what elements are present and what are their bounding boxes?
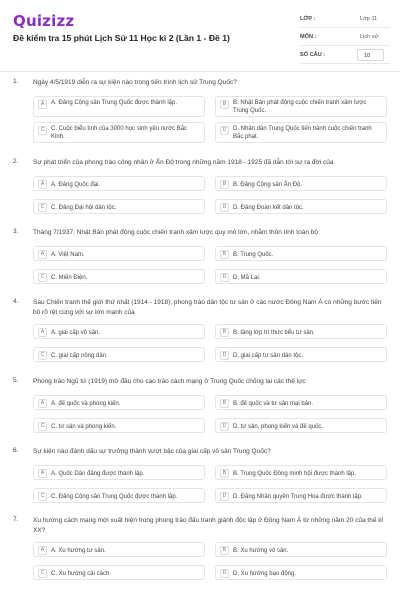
option-c[interactable]: [33, 269, 205, 284]
option-text: C. Miến Điện.: [51, 274, 88, 281]
option-letter-badge: B: [220, 180, 229, 189]
option-d[interactable]: [215, 122, 387, 143]
option-b[interactable]: [215, 395, 387, 410]
option-letter-badge: D: [220, 569, 229, 578]
question-3: [0, 228, 400, 298]
option-text: A. đế quốc và phong kiến.: [51, 400, 121, 407]
option-text: B. đế quốc và tư sản mại bản.: [233, 400, 314, 407]
option-text: C. Cuộc biểu tình của 3000 học sinh yêu nước Bắc Kinh.: [51, 126, 188, 140]
question-number: 2.: [13, 158, 19, 165]
quiz-title: Đề kiểm tra 15 phút Lịch Sử 11 Học kì 2 (Lần 1 - Đề 1): [13, 33, 230, 43]
option-c[interactable]: [33, 122, 205, 143]
question-4: [0, 298, 400, 377]
option-text: A. giai cấp vô sản.: [51, 329, 101, 336]
option-letter-badge: B: [220, 399, 229, 408]
option-a[interactable]: [33, 395, 205, 410]
option-text: B. Xu hướng vô sản.: [233, 547, 289, 554]
option-text: B. Trung Quốc.: [233, 251, 274, 258]
question-text: Phong trào Ngũ tứ (1919) mở đầu cho cao trào cách mạng ở Trung Quốc chống lại các thế lực: [33, 378, 306, 385]
question-text: Sau Chiến tranh thế giới thứ nhất (1914 - 1918), phong trào dân tộc tư sản ở các nước Đông Nam Á có những bước tiến bộ rõ rệt cùng với sự lớn mạnh của: [33, 299, 382, 316]
question-text: Tháng 7/1937, Nhật Bản phát động cuộc chiến tranh xâm lược quy mô lớn, nhằm thôn tính toàn bộ: [33, 229, 318, 236]
option-a[interactable]: [33, 465, 205, 480]
option-letter-badge: D: [220, 492, 229, 501]
question-2: [0, 158, 400, 234]
question-number: 4.: [13, 298, 19, 305]
option-d[interactable]: [215, 269, 387, 284]
option-text: B. Trung Quốc Đồng minh hội được thành lập.: [233, 470, 357, 477]
meta-subject-label: MÔN :: [300, 34, 317, 40]
option-letter-badge: C: [38, 126, 47, 135]
meta-class-value: Lớp 11: [360, 16, 378, 22]
option-text: D. Đảng Nhân quyền Trung Hoa được thành lập.: [233, 493, 363, 500]
option-a[interactable]: [33, 96, 205, 117]
option-letter-badge: B: [220, 546, 229, 555]
option-letter-badge: A: [38, 328, 47, 337]
option-letter-badge: D: [220, 203, 229, 212]
question-5: [0, 377, 400, 447]
option-text: C. giai cấp nông dân.: [51, 352, 108, 359]
option-c[interactable]: [33, 488, 205, 503]
option-text: C. tư sản và phong kiến.: [51, 423, 117, 430]
option-letter-badge: C: [38, 351, 47, 360]
question-text: Xu hướng cách mạng mới xuất hiện trong phong trào đấu tranh giành độc lập ở Đông Nam Á từ những năm 20 của thế kỉ XX?: [33, 517, 383, 534]
meta-count-label: SỐ CÂU :: [300, 52, 326, 58]
question-number: 6.: [13, 447, 19, 454]
option-d[interactable]: [215, 418, 387, 433]
option-letter-badge: A: [38, 399, 47, 408]
option-letter-badge: B: [220, 250, 229, 259]
option-letter-badge: A: [38, 100, 47, 109]
option-c[interactable]: [33, 199, 205, 214]
option-letter-badge: A: [38, 469, 47, 478]
option-text: C. Xu hướng cải cách.: [51, 570, 111, 577]
option-a[interactable]: [33, 324, 205, 339]
option-letter-badge: B: [220, 100, 229, 109]
option-text: D. tư sản, phong kiến và đế quốc.: [233, 423, 324, 430]
option-text: B. Đảng Cộng sản Ấn Độ.: [233, 181, 303, 188]
option-letter-badge: D: [220, 273, 229, 282]
option-text: C. Đảng Đại hội dân tộc.: [51, 204, 117, 211]
option-letter-badge: C: [38, 422, 47, 431]
option-c[interactable]: [33, 418, 205, 433]
option-text: A. Đảng Quốc đại.: [51, 181, 101, 188]
option-d[interactable]: [215, 565, 387, 580]
option-letter-badge: C: [38, 203, 47, 212]
option-letter-badge: B: [220, 328, 229, 337]
option-text: B. tầng lớp trí thức tiểu tư sản.: [233, 329, 315, 336]
meta-subject: [300, 30, 390, 46]
meta-count-box: [357, 49, 384, 61]
option-text: A. Quốc Dân đảng được thành lập.: [51, 470, 145, 477]
option-c[interactable]: [33, 347, 205, 362]
option-d[interactable]: [215, 199, 387, 214]
option-d[interactable]: [215, 488, 387, 503]
question-number: 7.: [13, 516, 19, 523]
question-number: 3.: [13, 228, 19, 235]
question-text: Sự kiện nào đánh dấu sự trưởng thành vượt bậc của giai cấp vô sản Trung Quốc?: [33, 448, 271, 455]
question-number: 1.: [13, 78, 19, 85]
meta-class: [300, 12, 390, 28]
meta-class-label: LỚP :: [300, 16, 316, 22]
question-7: [0, 516, 400, 596]
option-text: A. Đảng Cộng sản Trung Quốc được thành lập.: [51, 100, 178, 106]
option-text: D. Xu hướng bạo động.: [233, 570, 296, 577]
option-text: C. Đảng Cộng sản Trung Quốc được thành lập.: [51, 493, 178, 500]
option-b[interactable]: [215, 542, 387, 557]
question-6: [0, 447, 400, 516]
option-letter-badge: B: [220, 469, 229, 478]
question-text: Ngày 4/5/1919 diễn ra sự kiện nào trong tiến trình lịch sử Trung Quốc?: [33, 79, 237, 86]
meta-count-value: 10: [364, 53, 371, 59]
option-letter-badge: C: [38, 273, 47, 282]
quiz-header: [0, 0, 400, 72]
option-letter-badge: C: [38, 492, 47, 501]
question-1: [0, 78, 400, 152]
option-text: D. Đảng Đoàn kết dân tộc.: [233, 204, 304, 211]
option-a[interactable]: [33, 246, 205, 261]
option-a[interactable]: [33, 542, 205, 557]
question-number: 5.: [13, 377, 19, 384]
option-letter-badge: D: [220, 422, 229, 431]
option-b[interactable]: [215, 96, 387, 117]
quizizz-logo: Quizizz: [13, 12, 75, 30]
option-text: D. Mã Lai.: [233, 274, 261, 281]
option-b[interactable]: [215, 246, 387, 261]
option-text: A. Xu hướng tư sản.: [51, 547, 106, 554]
option-text: D. giai cấp tư sản dân tộc.: [233, 352, 304, 359]
option-a[interactable]: [33, 176, 205, 191]
option-text: D. Nhân dân Trung Quốc tiến hành cuộc chiến tranh Bắc phạt.: [233, 126, 372, 140]
option-b[interactable]: [215, 324, 387, 339]
option-letter-badge: C: [38, 569, 47, 578]
option-b[interactable]: [215, 465, 387, 480]
meta-count: [300, 48, 390, 64]
option-letter-badge: A: [38, 180, 47, 189]
quiz-meta: [300, 12, 390, 66]
option-letter-badge: D: [220, 351, 229, 360]
option-c[interactable]: [33, 565, 205, 580]
option-letter-badge: A: [38, 546, 47, 555]
question-text: Sự phát triển của phong trào công nhân ở Ấn Độ trong những năm 1918 - 1925 đã dẫn tới sự ra đời của: [33, 159, 334, 166]
meta-subject-value: Lịch sử: [360, 34, 379, 40]
question-list: [0, 78, 400, 596]
option-text: B. Nhật Bản phát động cuộc chiến tranh xâm lược Trung Quốc.: [233, 100, 367, 114]
option-d[interactable]: [215, 347, 387, 362]
option-b[interactable]: [215, 176, 387, 191]
option-letter-badge: A: [38, 250, 47, 259]
option-letter-badge: D: [220, 126, 229, 135]
option-text: A. Việt Nam.: [51, 251, 85, 258]
